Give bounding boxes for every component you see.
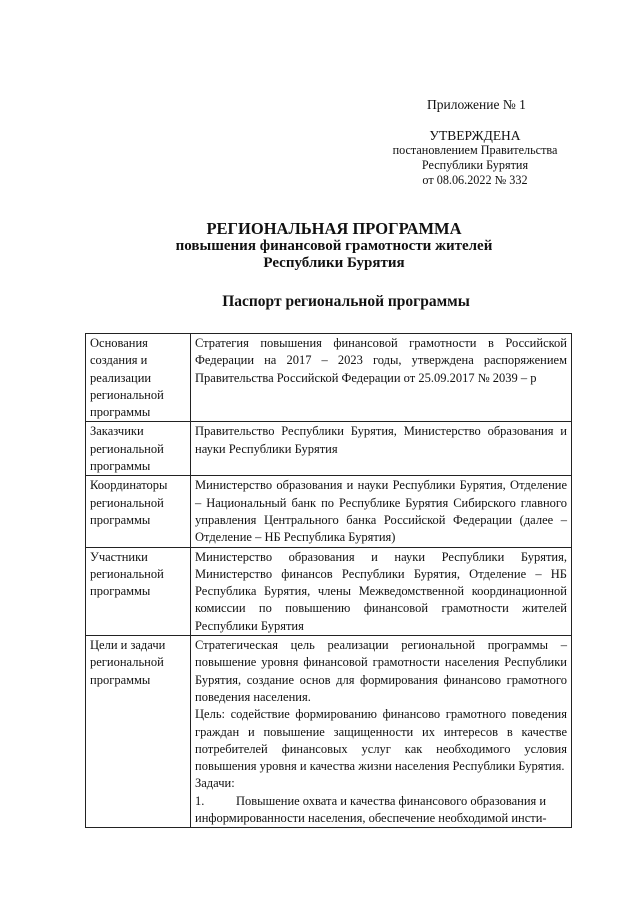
row-label: Заказчики региональной программы: [86, 422, 191, 476]
task-text-continued: информированности населения, обеспечение необходимой инсти-: [195, 811, 547, 826]
row-text: Министерство образования и науки Республики Бурятия, Отделение – Национальный банк по Республике Бурятия Сибирского главного управления Центрального банка Российской Федерации (далее – Отделение – НБ Республика Бурятия): [191, 476, 572, 547]
approved-by-line-2: Республики Бурятия: [421, 158, 529, 172]
approved-by-line-1: постановлением Правительства: [392, 143, 558, 157]
program-title: [100, 219, 568, 272]
table-row: [86, 636, 572, 828]
passport-title: Паспорт региональной программы: [222, 293, 470, 310]
table-row: [86, 334, 572, 422]
task-item: [195, 793, 567, 810]
task-number: 1.: [195, 793, 205, 808]
strategic-goal-paragraph: Стратегическая цель реализации региональной программы – повышение уровня финансовой грамотности населения Республики Бурятия, создание основ для формирования финансово грамотного поведения населения.: [195, 638, 567, 704]
approved-label: УТВЕРЖДЕНА: [429, 128, 521, 143]
appendix-label: Приложение № 1: [427, 97, 526, 112]
title-line-1: РЕГИОНАЛЬНАЯ ПРОГРАММА: [206, 219, 462, 238]
approved-date: от 08.06.2022 № 332: [422, 173, 528, 187]
row-text: Стратегия повышения финансовой грамотности в Российской Федерации на 2017 – 2023 годы, утверждена распоряжением Правительства Российской Федерации от 25.09.2017 № 2039 – р: [191, 334, 572, 422]
passport-table: [85, 333, 572, 828]
row-text: Министерство образования и науки Республики Бурятия, Министерство финансов Республики Бурятия, Отделение – НБ Республика Бурятия, члены Межведомственной координационной комиссии по повышению финансовой грамотности жителей Республики Бурятия: [191, 547, 572, 635]
tasks-heading: Задачи:: [195, 776, 235, 791]
table-row: [86, 547, 572, 635]
row-label: Участники региональной программы: [86, 547, 191, 635]
goal-paragraph: Цель: содействие формированию финансово грамотного поведения граждан и повышение защищенности их интересов в качестве потребителей финансовых услуг как необходимого условия повышения уровня и качества жизни населения Республики Бурятия.: [195, 707, 567, 774]
approval-block: [385, 128, 565, 188]
title-line-3: Республики Бурятия: [263, 255, 405, 271]
title-line-2: повышения финансовой грамотности жителей: [175, 238, 493, 254]
row-text: [191, 636, 572, 828]
table-row: [86, 422, 572, 476]
row-label: Основания создания и реализации региональной программы: [86, 334, 191, 422]
row-label: Координаторы региональной программы: [86, 476, 191, 547]
task-text: Повышение охвата и качества финансового образования и: [236, 793, 547, 808]
row-label: Цели и задачи региональной программы: [86, 636, 191, 828]
table-row: [86, 476, 572, 547]
row-text: Правительство Республики Бурятия, Министерство образования и науки Республики Бурятия: [191, 422, 572, 476]
